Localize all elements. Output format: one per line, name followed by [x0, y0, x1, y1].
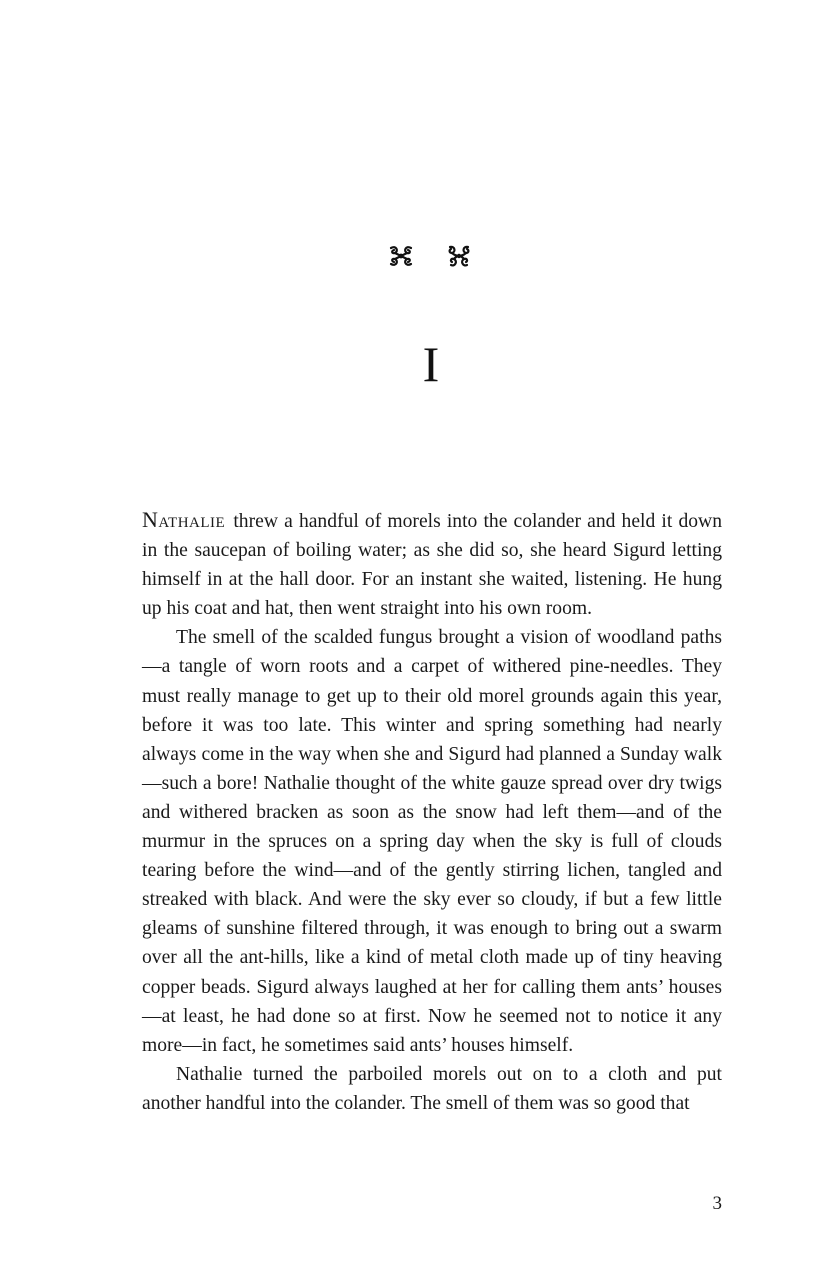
chapter-number: I: [422, 336, 440, 392]
paragraph-3: Nathalie turned the parboiled morels out on to a cloth and put another handful into the colander. The smell of them was so good that: [142, 1063, 722, 1114]
paragraph-text: threw a handful of morels into the colander and held it down in the saucepan of boiling water; as she did so, she heard Sigurd letting himself in at the hall door. For an instant she waited, listening. He hung up his coat and hat, then went straight into his own room.: [142, 511, 722, 620]
chapter-text: [142, 505, 722, 1118]
opening-word: Nathalie: [142, 507, 226, 532]
fleuron-right-icon: [446, 243, 472, 269]
page-number: 3: [712, 1193, 722, 1214]
paragraph-1: [142, 505, 722, 623]
chapter-ornaments: [388, 241, 472, 271]
fleuron-left-icon: [388, 243, 414, 269]
paragraph-2: The smell of the scalded fungus brought a vision of woodland paths—a tangle of worn roots and a carpet of withered pine-needles. They must really manage to get up to their old morel grounds again this year, before it was too late. This winter and spring something had nearly always come in the way when she and Sigurd had planned a Sunday walk—such a bore! Nathalie thought of the white gauze spread over dry twigs and withered bracken as soon as the snow had left them—and of the murmur in the spruces on a spring day when the sky is full of clouds tearing before the wind—and of the gently stirring lichen, tangled and streaked with black. And were the sky ever so cloudy, if but a few little gleams of sunshine filtered through, it was enough to bring out a swarm over all the ant-hills, like a kind of metal cloth made up of tiny heaving copper beads. Sigurd always laughed at her for calling them ants’ houses—at least, he had done so at first. Now he seemed not to notice it any more—in fact, he sometimes said ants’ houses himself.: [142, 627, 722, 1056]
